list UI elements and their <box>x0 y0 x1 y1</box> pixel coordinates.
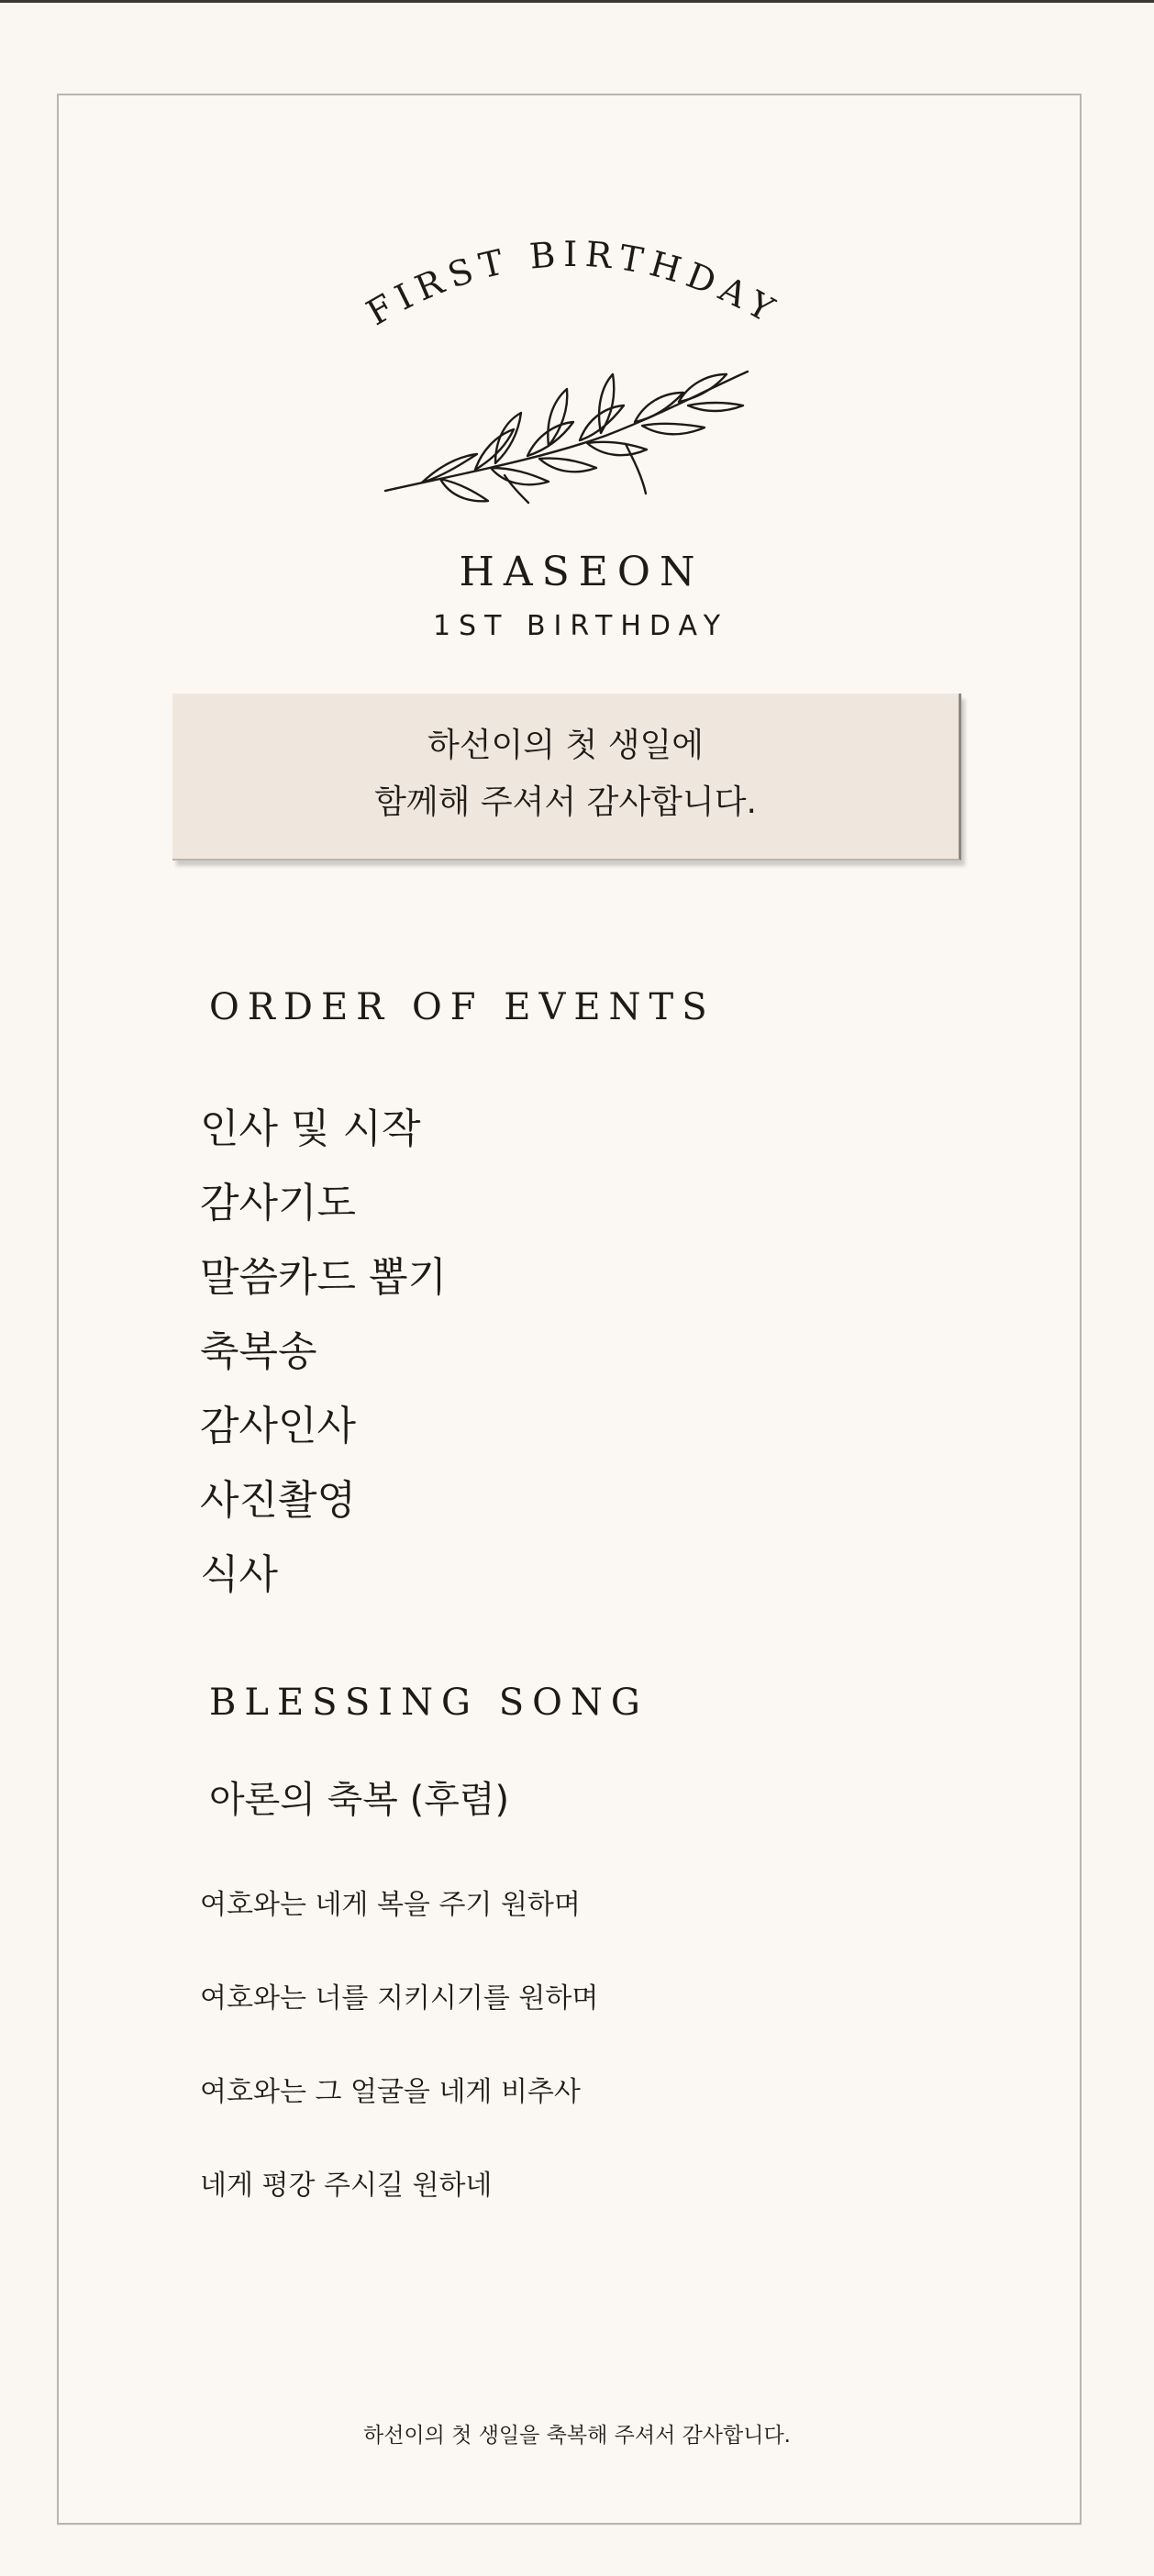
arc-title-text <box>360 234 787 333</box>
thanks-line-2: 함께해 주셔서 감사합니다. <box>374 783 757 821</box>
event-item: 인사 및 시작 <box>200 1105 421 1152</box>
lyric-line: 여호와는 너를 지키시기를 원하며 <box>200 1982 599 2015</box>
event-item: 감사기도 <box>200 1180 357 1227</box>
olive-sprig-icon <box>367 349 771 514</box>
child-name: HASEON <box>459 549 705 595</box>
lyric-line: 여호와는 네게 복을 주기 원하며 <box>200 1889 581 1921</box>
lyric-line: 네게 평강 주시길 원하네 <box>200 2170 493 2202</box>
blessing-song-heading: BLESSING SONG <box>209 1682 649 1724</box>
event-list <box>200 1092 447 1612</box>
lyrics-list <box>200 1882 598 2257</box>
lyric-line: 여호와는 그 얼굴을 네게 비추사 <box>200 2076 581 2108</box>
event-item: 사진촬영 <box>200 1477 357 1524</box>
thanks-box <box>172 694 961 861</box>
event-item: 축복송 <box>200 1328 317 1375</box>
event-item: 감사인사 <box>200 1403 357 1449</box>
footer-note: 하선이의 첫 생일을 축복해 주셔서 감사합니다. <box>362 2424 791 2448</box>
song-title: 아론의 축복 (후렴) <box>209 1779 510 1821</box>
birthday-subtitle: 1ST BIRTHDAY <box>432 610 729 642</box>
arc-title <box>0 0 1154 385</box>
event-item: 식사 <box>200 1551 279 1598</box>
event-item: 말씀카드 뽑기 <box>200 1254 448 1301</box>
order-of-events-heading: ORDER OF EVENTS <box>209 986 716 1028</box>
arc-title-textpath: FIRST BIRTHDAY <box>360 233 787 334</box>
thanks-line-1: 하선이의 첫 생일에 <box>427 727 705 764</box>
